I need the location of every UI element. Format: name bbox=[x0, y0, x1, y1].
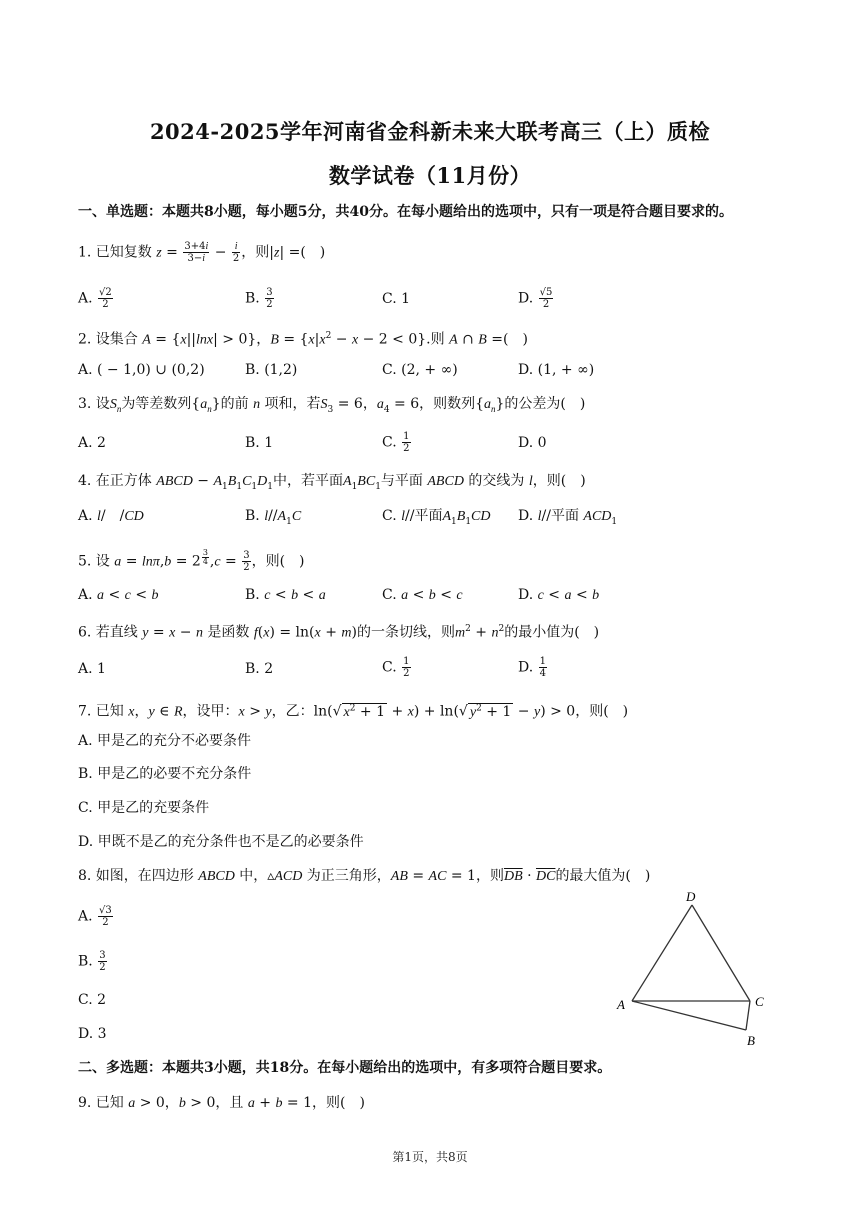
q7-stem: 7. 已知 x，y ∈ R，设甲：x > y，乙：ln(√ $x^2 + 1 + x) + \ln(√$ $y^2 + 1 - y) > 0$，则( ) bbox=[78, 703, 629, 720]
q4-option-b: B. $l//A_1C$ bbox=[245, 508, 302, 527]
q8-option-d: D. 3 bbox=[78, 1026, 107, 1042]
q2-stem: 2. 设集合 A = {x||lnx| > 0}，$B = \{x|x^2 - x - 2 < 0\}$.则 A ∩ B =( ) bbox=[78, 331, 528, 348]
q5-option-b: B. c < b < a bbox=[245, 587, 326, 603]
q6-option-d: D. $\frac{1}{4}$ bbox=[518, 656, 547, 679]
q4-stem: 4. 在正方体 ABCD − $A_1B_1C_1D_1$中，若平面$A_1BC_1$与平面 ABCD 的交线为 l，则( ) bbox=[78, 473, 586, 492]
q1-option-b: B. $\frac{3}{2}$ bbox=[245, 287, 273, 310]
segment-ab bbox=[632, 1001, 746, 1030]
q7-option-c: C. 甲是乙的充要条件 bbox=[78, 800, 210, 816]
section1-heading: 一、单选题：本题共8小题，每小题5分，共40分。在每小题给出的选项中，只有一项是符合题目要求的。 bbox=[78, 204, 733, 220]
q6-option-c: C. $\frac{1}{2}$ bbox=[382, 656, 410, 679]
q1-option-c: C. 1 bbox=[382, 291, 411, 307]
label-a: A bbox=[617, 997, 625, 1012]
q1-stem: 1. 已知复数 z = $\frac{3+4i}{3-i}$ − $\frac{i}{2}$ ，则|z| =( ) bbox=[78, 241, 326, 264]
q4-option-a: A. l/ /CD bbox=[78, 508, 144, 524]
segment-dc bbox=[692, 905, 750, 1001]
q3-option-c: C. $\frac{1}{2}$ bbox=[382, 431, 410, 454]
q6-option-a: A. 1 bbox=[78, 661, 106, 677]
exam-title-line2: 数学试卷（11月份） bbox=[328, 163, 532, 188]
q3-stem: 3. 设$S_n$为等差数列$\{a_n\}$的前 n 项和，若$S_3 = 6$，$a_4 = 6$，则数列$\{a_n\}$的公差为( ) bbox=[78, 396, 586, 415]
q8-stem: 8. 如图，在四边形 ABCD 中，▵ACD 为正三角形，AB = AC = 1，则$\overline{DB} \cdot \overline{DC}$的最大值为( ) bbox=[78, 868, 651, 884]
q2-option-b: B. (1,2) bbox=[245, 362, 298, 378]
q2-option-c: C. (2, + ∞) bbox=[382, 362, 458, 378]
q3-option-d: D. 0 bbox=[518, 435, 547, 451]
q5-option-a: A. a < c < b bbox=[78, 587, 159, 603]
q1-option-d: D. $\frac{√5}{2}$ bbox=[518, 287, 553, 310]
q3-option-b: B. 1 bbox=[245, 435, 274, 451]
label-d: D bbox=[686, 889, 696, 904]
q4-option-c: C. l//平面$A_1B_1CD$ bbox=[382, 508, 491, 527]
label-c: C bbox=[755, 994, 764, 1009]
q7-option-d: D. 甲既不是乙的充分条件也不是乙的必要条件 bbox=[78, 834, 364, 850]
q2-option-a: A. ( − 1,0) ∪ (0,2) bbox=[78, 362, 205, 378]
q5-option-c: C. a < b < c bbox=[382, 587, 463, 603]
q9-stem: 9. 已知 a > 0，b > 0，且 a + b = 1，则( ) bbox=[78, 1095, 365, 1111]
q8-option-a: A. $\frac{√3}{2}$ bbox=[78, 905, 112, 928]
q7-option-b: B. 甲是乙的必要不充分条件 bbox=[78, 766, 252, 782]
section2-heading: 二、多选题：本题共3小题，共18分。在每小题给出的选项中，有多项符合题目要求。 bbox=[78, 1060, 612, 1076]
q1-option-a: A. $\frac{√2}{2}$ bbox=[78, 287, 112, 310]
quadrilateral-figure bbox=[610, 885, 780, 1050]
label-b: B bbox=[747, 1033, 755, 1048]
q6-option-b: B. 2 bbox=[245, 661, 274, 677]
q5-option-d: D. c < a < b bbox=[518, 587, 600, 603]
q8-option-b: B. $\frac{3}{2}$ bbox=[78, 950, 106, 973]
page-footer: 第1页，共8页 bbox=[392, 1150, 468, 1164]
q6-stem: 6. 若直线 y = x − n 是函数 f(x) = ln(x + m)的一条切线，则$m^2 + n^2$的最小值为( ) bbox=[78, 624, 600, 641]
q3-option-a: A. 2 bbox=[78, 435, 106, 451]
q7-option-a: A. 甲是乙的充分不必要条件 bbox=[78, 733, 252, 749]
q8-option-c: C. 2 bbox=[78, 992, 107, 1008]
q2-option-d: D. (1, + ∞) bbox=[518, 362, 595, 378]
q4-option-d: D. l//平面 $ACD_1$ bbox=[518, 508, 618, 527]
segment-da bbox=[632, 905, 692, 1001]
q5-stem: 5. 设 a = lnπ,b = 2 $^{\frac{3}{4}}$ ,c = $\frac{3}{2}$ ，则( ) bbox=[78, 548, 305, 574]
exam-title-line1: 2024-2025学年河南省金科新未来大联考高三（上）质检 bbox=[149, 119, 711, 144]
segment-cb bbox=[746, 1001, 750, 1030]
